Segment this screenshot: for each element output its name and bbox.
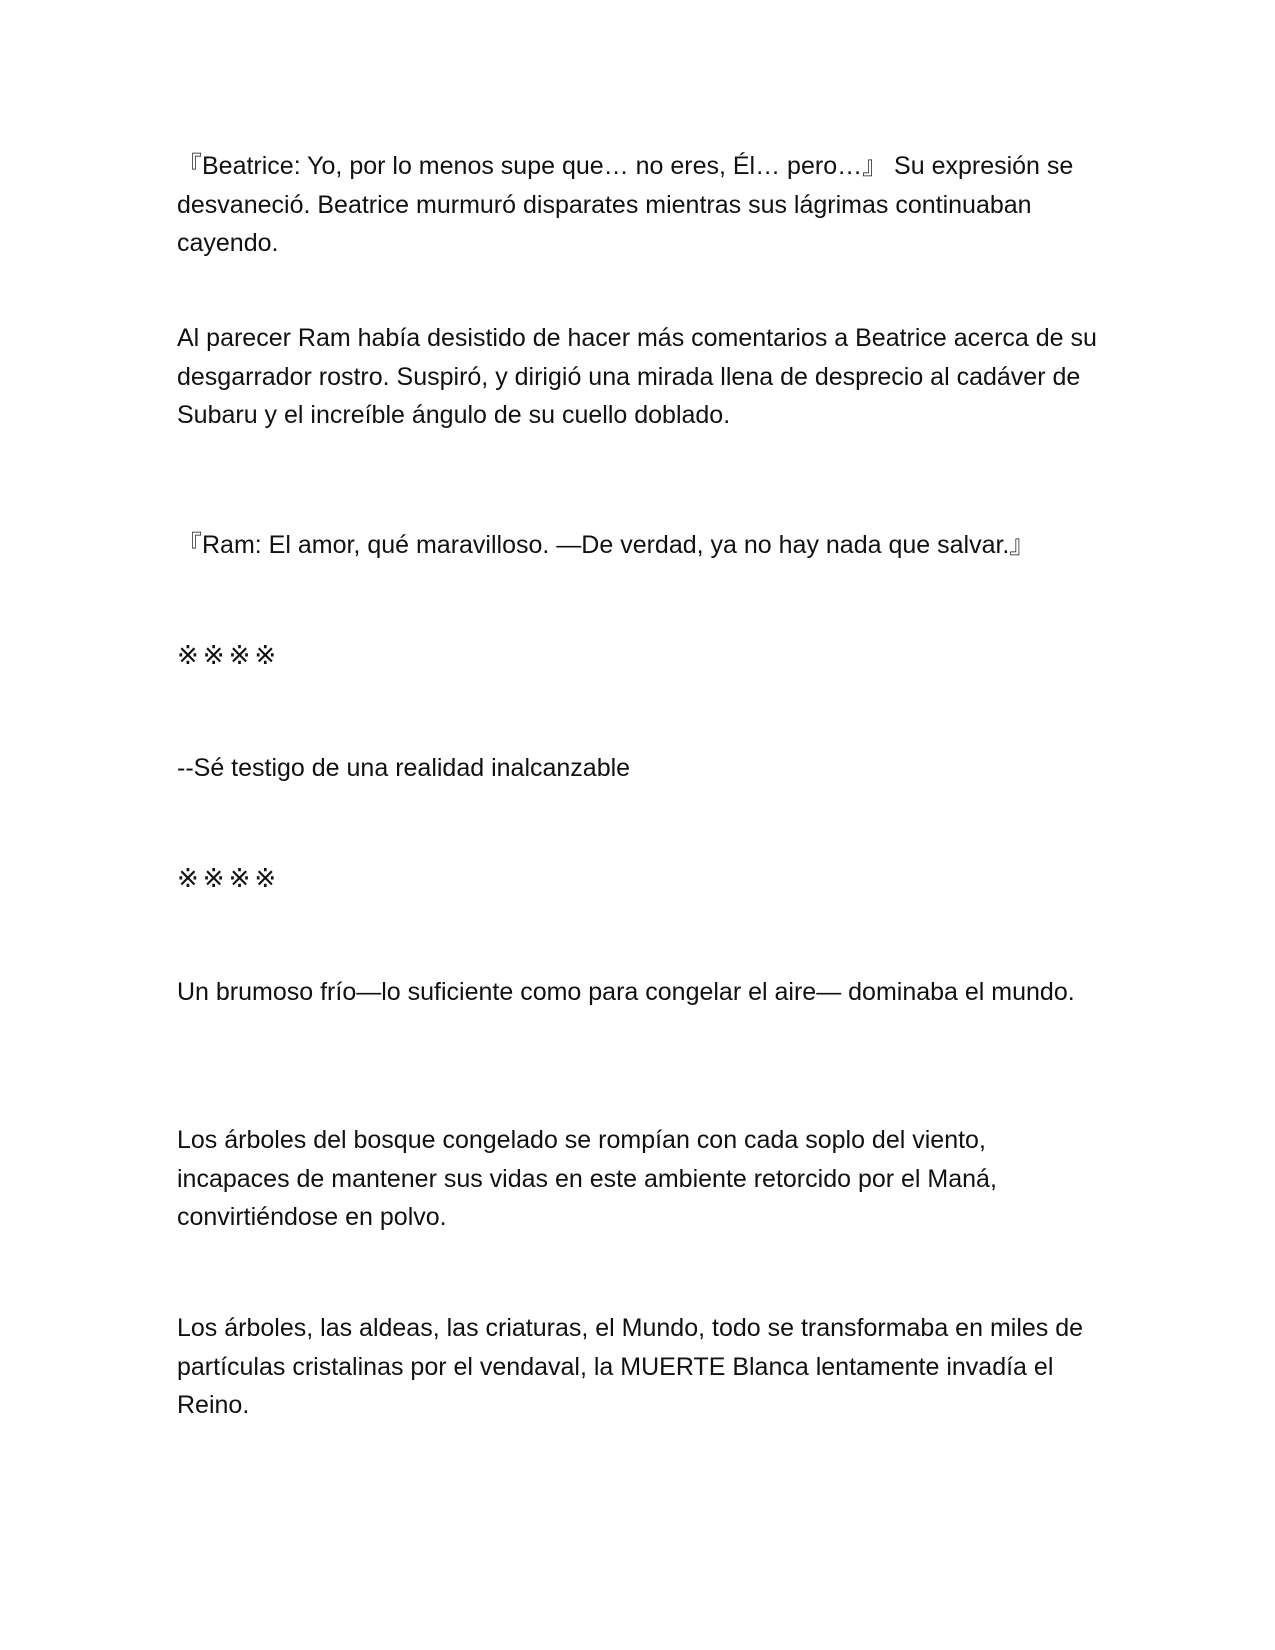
paragraph-ram-narration: Al parecer Ram había desistido de hacer más comentarios a Beatrice acerca de su desgarrador rostro. Suspiró, y dirigió una mirada llena de desprecio al cadáver de Subaru y el increíble ángulo de su cuello doblado.	[177, 324, 1097, 429]
chapter-subtitle: --Sé testigo de una realidad inalcanzable	[177, 754, 631, 782]
scene-separator: ※※※※	[177, 641, 281, 671]
paragraph-white-death: Los árboles, las aldeas, las criaturas, el Mundo, todo se transformaba en miles de partículas cristalinas por el vendaval, la MUERTE Blanca lentamente invadía el Reino.	[177, 1314, 1084, 1419]
paragraph-ram-dialogue: 『Ram: El amor, qué maravilloso. —De verdad, ya no hay nada que salvar.』	[177, 531, 1035, 559]
paragraph-cold-fog: Un brumoso frío—lo suficiente como para congelar el aire— dominaba el mundo.	[177, 978, 1075, 1006]
paragraph-frozen-forest: Los árboles del bosque congelado se rompían con cada soplo del viento, incapaces de mantener sus vidas en este ambiente retorcido por el Maná, convirtiéndose en polvo.	[177, 1126, 997, 1231]
paragraph-beatrice-dialogue: 『Beatrice: Yo, por lo menos supe que… no eres, Él… pero…』 Su expresión se desvaneció. Beatrice murmuró disparates mientras sus lágrimas continuaban cayendo.	[177, 152, 1074, 257]
scene-separator: ※※※※	[177, 864, 281, 894]
